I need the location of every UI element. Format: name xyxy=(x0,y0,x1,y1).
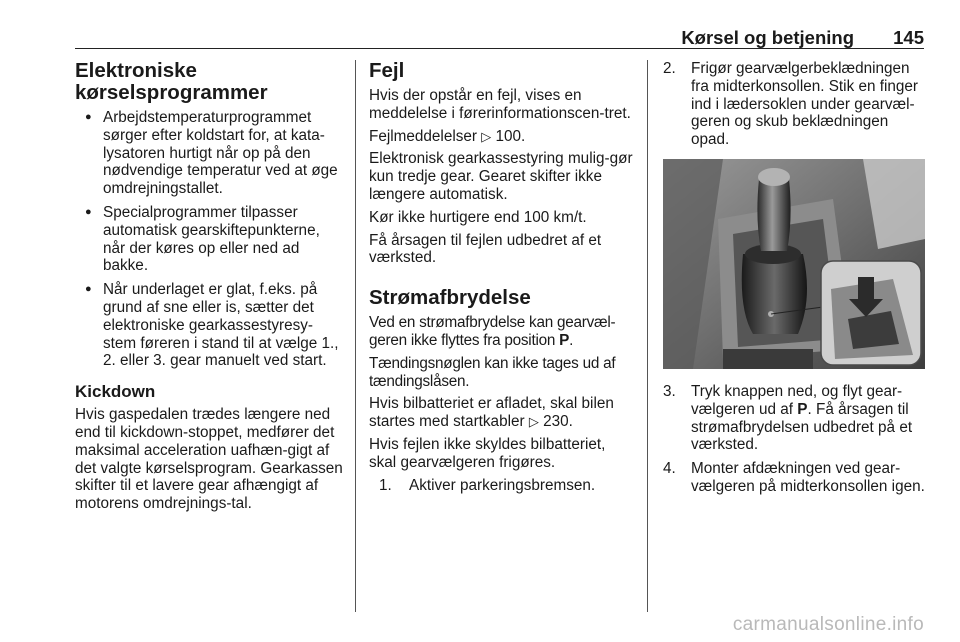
strom-paragraph: Ved en strømafbrydelse kan gearvæl-geren ikke flyttes fra position P. xyxy=(369,314,616,349)
fejl-paragraph: Få årsagen til fejlen udbedret af et værksted. xyxy=(369,231,602,267)
heading-driving-programs: Elektroniske kørselsprogrammer xyxy=(75,59,268,104)
gear-position-label: P xyxy=(797,400,808,418)
step-text: Frigør gearvælgerbeklædningen fra midterkonsollen. Stik en finger ind i lædersoklen under gearvæl-geren og skub beklædningen opad. xyxy=(691,60,919,149)
column-divider xyxy=(355,60,356,612)
gear-position-label: P xyxy=(559,331,570,349)
step-number: 4. xyxy=(663,460,676,478)
strom-paragraph: Hvis fejlen ikke skyldes bilbatteriet, skal gearvælgeren frigøres. xyxy=(369,435,606,471)
column-divider xyxy=(647,60,648,612)
step-text: Monter afdækningen ved gear-vælgeren på midterkonsollen igen. xyxy=(691,460,925,495)
page-reference-triangle-icon: ▷ xyxy=(528,414,539,430)
step-item: 3. Tryk knappen ned, og flyt gear-vælgeren ud af P. Få årsagen til strømafbrydelsen udbedret på et værksted. xyxy=(663,382,913,454)
step-number: 2. xyxy=(663,60,676,77)
fejl-paragraph: Elektronisk gearkassestyring mulig-gør kun tredje gear. Gearet skifter ikke længere automatisk. xyxy=(369,150,633,203)
fejl-paragraph: Hvis der opstår en fejl, vises en meddelelse i førerinformationscen-tret. xyxy=(369,87,631,122)
step-item xyxy=(379,477,635,495)
gear-selector-photo xyxy=(663,159,925,369)
page-number: 145 xyxy=(893,27,924,48)
step-text: Aktiver parkeringsbremsen. xyxy=(409,476,596,494)
list-item: ● Arbejdstemperaturprogrammet sørger efter koldstart for, at kata-lysatoren hurtigt når op på den nødvendige temperatur ved at øge omdrejningstallet. xyxy=(75,109,345,198)
step-number: 1. xyxy=(379,476,392,494)
fejl-reference: Fejlmeddelelser ▷ 100. xyxy=(369,127,526,145)
page-link[interactable]: 230. xyxy=(543,413,573,431)
column-right xyxy=(663,60,925,502)
strom-reference: Hvis bilbatteriet er afladet, skal bilen startes med startkabler ▷ 230. xyxy=(369,395,614,431)
heading-kickdown: Kickdown xyxy=(75,382,156,402)
program-list xyxy=(75,109,345,370)
step-number: 3. xyxy=(663,382,676,400)
heading-stromafbrydelse: Strømafbrydelse xyxy=(369,286,531,310)
heading-fejl: Fejl xyxy=(369,59,405,82)
step-item xyxy=(663,60,925,149)
list-item: ● Når underlaget er glat, f.eks. på grund af sne eller is, sætter det elektroniske gearkassestyresy-stem føreren i stand til at vælge 1., 2. eller 3. gear manuelt ved start. xyxy=(75,281,345,370)
watermark: carmanualsonline.info xyxy=(732,614,924,635)
step-item xyxy=(663,460,925,496)
list-item: ● Specialprogrammer tilpasser automatisk gearskiftepunkterne, når der køres op eller ned ad bakke. xyxy=(75,204,345,275)
column-middle xyxy=(369,60,635,500)
page-link[interactable]: 100. xyxy=(495,127,526,145)
page-reference-triangle-icon: ▷ xyxy=(481,128,492,144)
column-left xyxy=(75,60,345,518)
fejl-paragraph: Kør ikke hurtigere end 100 km/t. xyxy=(369,208,587,226)
kickdown-text: Hvis gaspedalen trædes længere ned end til kickdown-stoppet, medfører det maksimal acceleration uafhæn-gigt af det valgte kørselsprogram. Gearkassen skifter til et lavere gear afhængigt af motorens omdrejnings-tal. xyxy=(75,406,343,513)
page-header xyxy=(75,26,924,49)
section-title: Kørsel og betjening xyxy=(681,27,854,48)
strom-paragraph: Tændingsnøglen kan ikke tages ud af tændingslåsen. xyxy=(369,354,616,390)
